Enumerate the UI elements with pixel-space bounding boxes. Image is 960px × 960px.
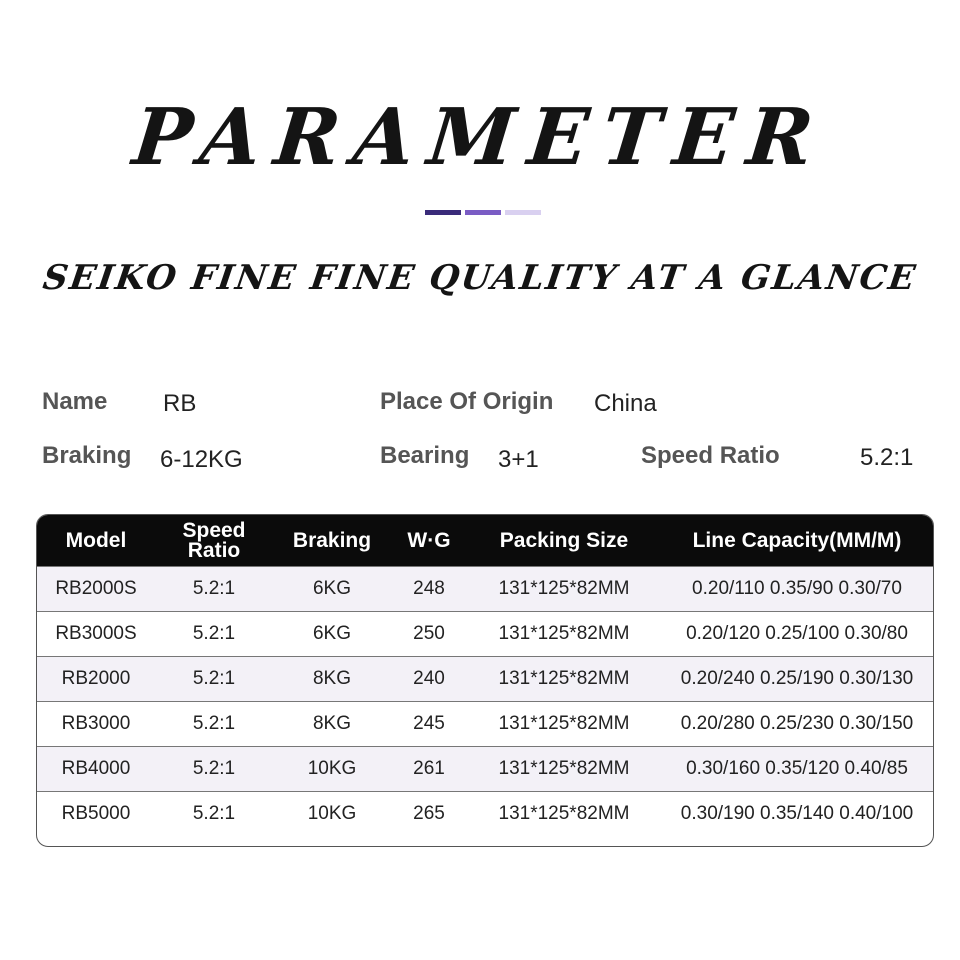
cell-model: RB3000 (61, 713, 131, 734)
cell-model: RB3000S (55, 623, 137, 644)
cell-weight: 261 (413, 758, 445, 779)
cell-packing-size: 131*125*82MM (498, 623, 630, 644)
underline-segment-2 (465, 210, 501, 215)
table-row (37, 746, 933, 791)
table-row (37, 611, 933, 656)
cell-braking: 8KG (312, 713, 352, 734)
table-row (37, 656, 933, 701)
underline-segment-1 (425, 210, 461, 215)
header-weight: W·G (407, 528, 451, 552)
cell-model: RB2000 (61, 668, 131, 689)
cell-braking: 8KG (312, 668, 352, 689)
page-title: PARAMETER (128, 92, 832, 183)
cell-model: RB4000 (61, 758, 131, 779)
cell-braking: 6KG (312, 578, 352, 599)
header-packing-size: Packing Size (499, 528, 629, 552)
header-model: Model (65, 528, 127, 552)
table-header (37, 515, 933, 566)
table-row (37, 566, 933, 611)
cell-packing-size: 131*125*82MM (498, 713, 630, 734)
spec-name (42, 388, 107, 416)
cell-speed-ratio: 5.2:1 (192, 758, 236, 779)
spec-value: 3+1 (498, 446, 539, 473)
cell-packing-size: 131*125*82MM (498, 803, 630, 824)
cell-line-capacity: 0.30/190 0.35/140 0.40/100 (680, 803, 914, 824)
cell-weight: 248 (413, 578, 445, 599)
cell-speed-ratio: 5.2:1 (192, 668, 236, 689)
spec-name-value (163, 390, 196, 418)
spec-braking (42, 442, 131, 470)
spec-bearing (380, 442, 469, 470)
spec-origin (380, 388, 553, 416)
spec-bearing-value (498, 446, 539, 474)
cell-line-capacity: 0.30/160 0.35/120 0.40/85 (686, 758, 908, 779)
header-speed-ratio (155, 518, 273, 562)
cell-line-capacity: 0.20/110 0.35/90 0.30/70 (692, 578, 902, 599)
cell-line-capacity: 0.20/120 0.25/100 0.30/80 (686, 623, 908, 644)
cell-weight: 240 (413, 668, 445, 689)
spec-origin-value (594, 390, 657, 418)
spec-label: Bearing (380, 442, 470, 469)
cell-model: RB5000 (61, 803, 131, 824)
cell-speed-ratio: 5.2:1 (192, 803, 236, 824)
cell-packing-size: 131*125*82MM (498, 668, 630, 689)
cell-weight: 250 (413, 623, 445, 644)
spec-value: 5.2:1 (860, 444, 914, 471)
spec-value: RB (163, 390, 197, 417)
cell-weight: 265 (413, 803, 445, 824)
parameter-table (36, 514, 934, 847)
cell-weight: 245 (413, 713, 445, 734)
cell-packing-size: 131*125*82MM (498, 578, 630, 599)
table-row (37, 791, 933, 836)
spec-braking-value (160, 446, 243, 474)
cell-model: RB2000S (55, 578, 137, 599)
cell-braking: 10KG (307, 803, 357, 824)
header-speed-ratio-text: Speed Ratio (182, 518, 246, 562)
table-row (37, 701, 933, 746)
spec-value: China (594, 390, 657, 417)
spec-label: Speed Ratio (641, 442, 780, 469)
spec-speed-ratio-value (860, 444, 913, 472)
spec-speed-ratio (641, 442, 780, 470)
page-subtitle: SEIKO FINE FINE QUALITY AT A GLANCE (40, 258, 920, 298)
spec-label: Place Of Origin (380, 388, 554, 415)
header-line-capacity: Line Capacity(MM/M) (692, 528, 902, 552)
cell-packing-size: 131*125*82MM (498, 758, 630, 779)
spec-label: Braking (42, 442, 132, 469)
spec-value: 6-12KG (160, 446, 243, 473)
underline-segment-3 (505, 210, 541, 215)
cell-speed-ratio: 5.2:1 (192, 713, 236, 734)
cell-braking: 6KG (312, 623, 352, 644)
header-braking: Braking (292, 528, 372, 552)
cell-line-capacity: 0.20/240 0.25/190 0.30/130 (680, 668, 914, 689)
title-underline (425, 210, 541, 215)
cell-braking: 10KG (307, 758, 357, 779)
cell-speed-ratio: 5.2:1 (192, 578, 236, 599)
spec-label: Name (42, 388, 108, 415)
cell-line-capacity: 0.20/280 0.25/230 0.30/150 (680, 713, 914, 734)
cell-speed-ratio: 5.2:1 (192, 623, 236, 644)
